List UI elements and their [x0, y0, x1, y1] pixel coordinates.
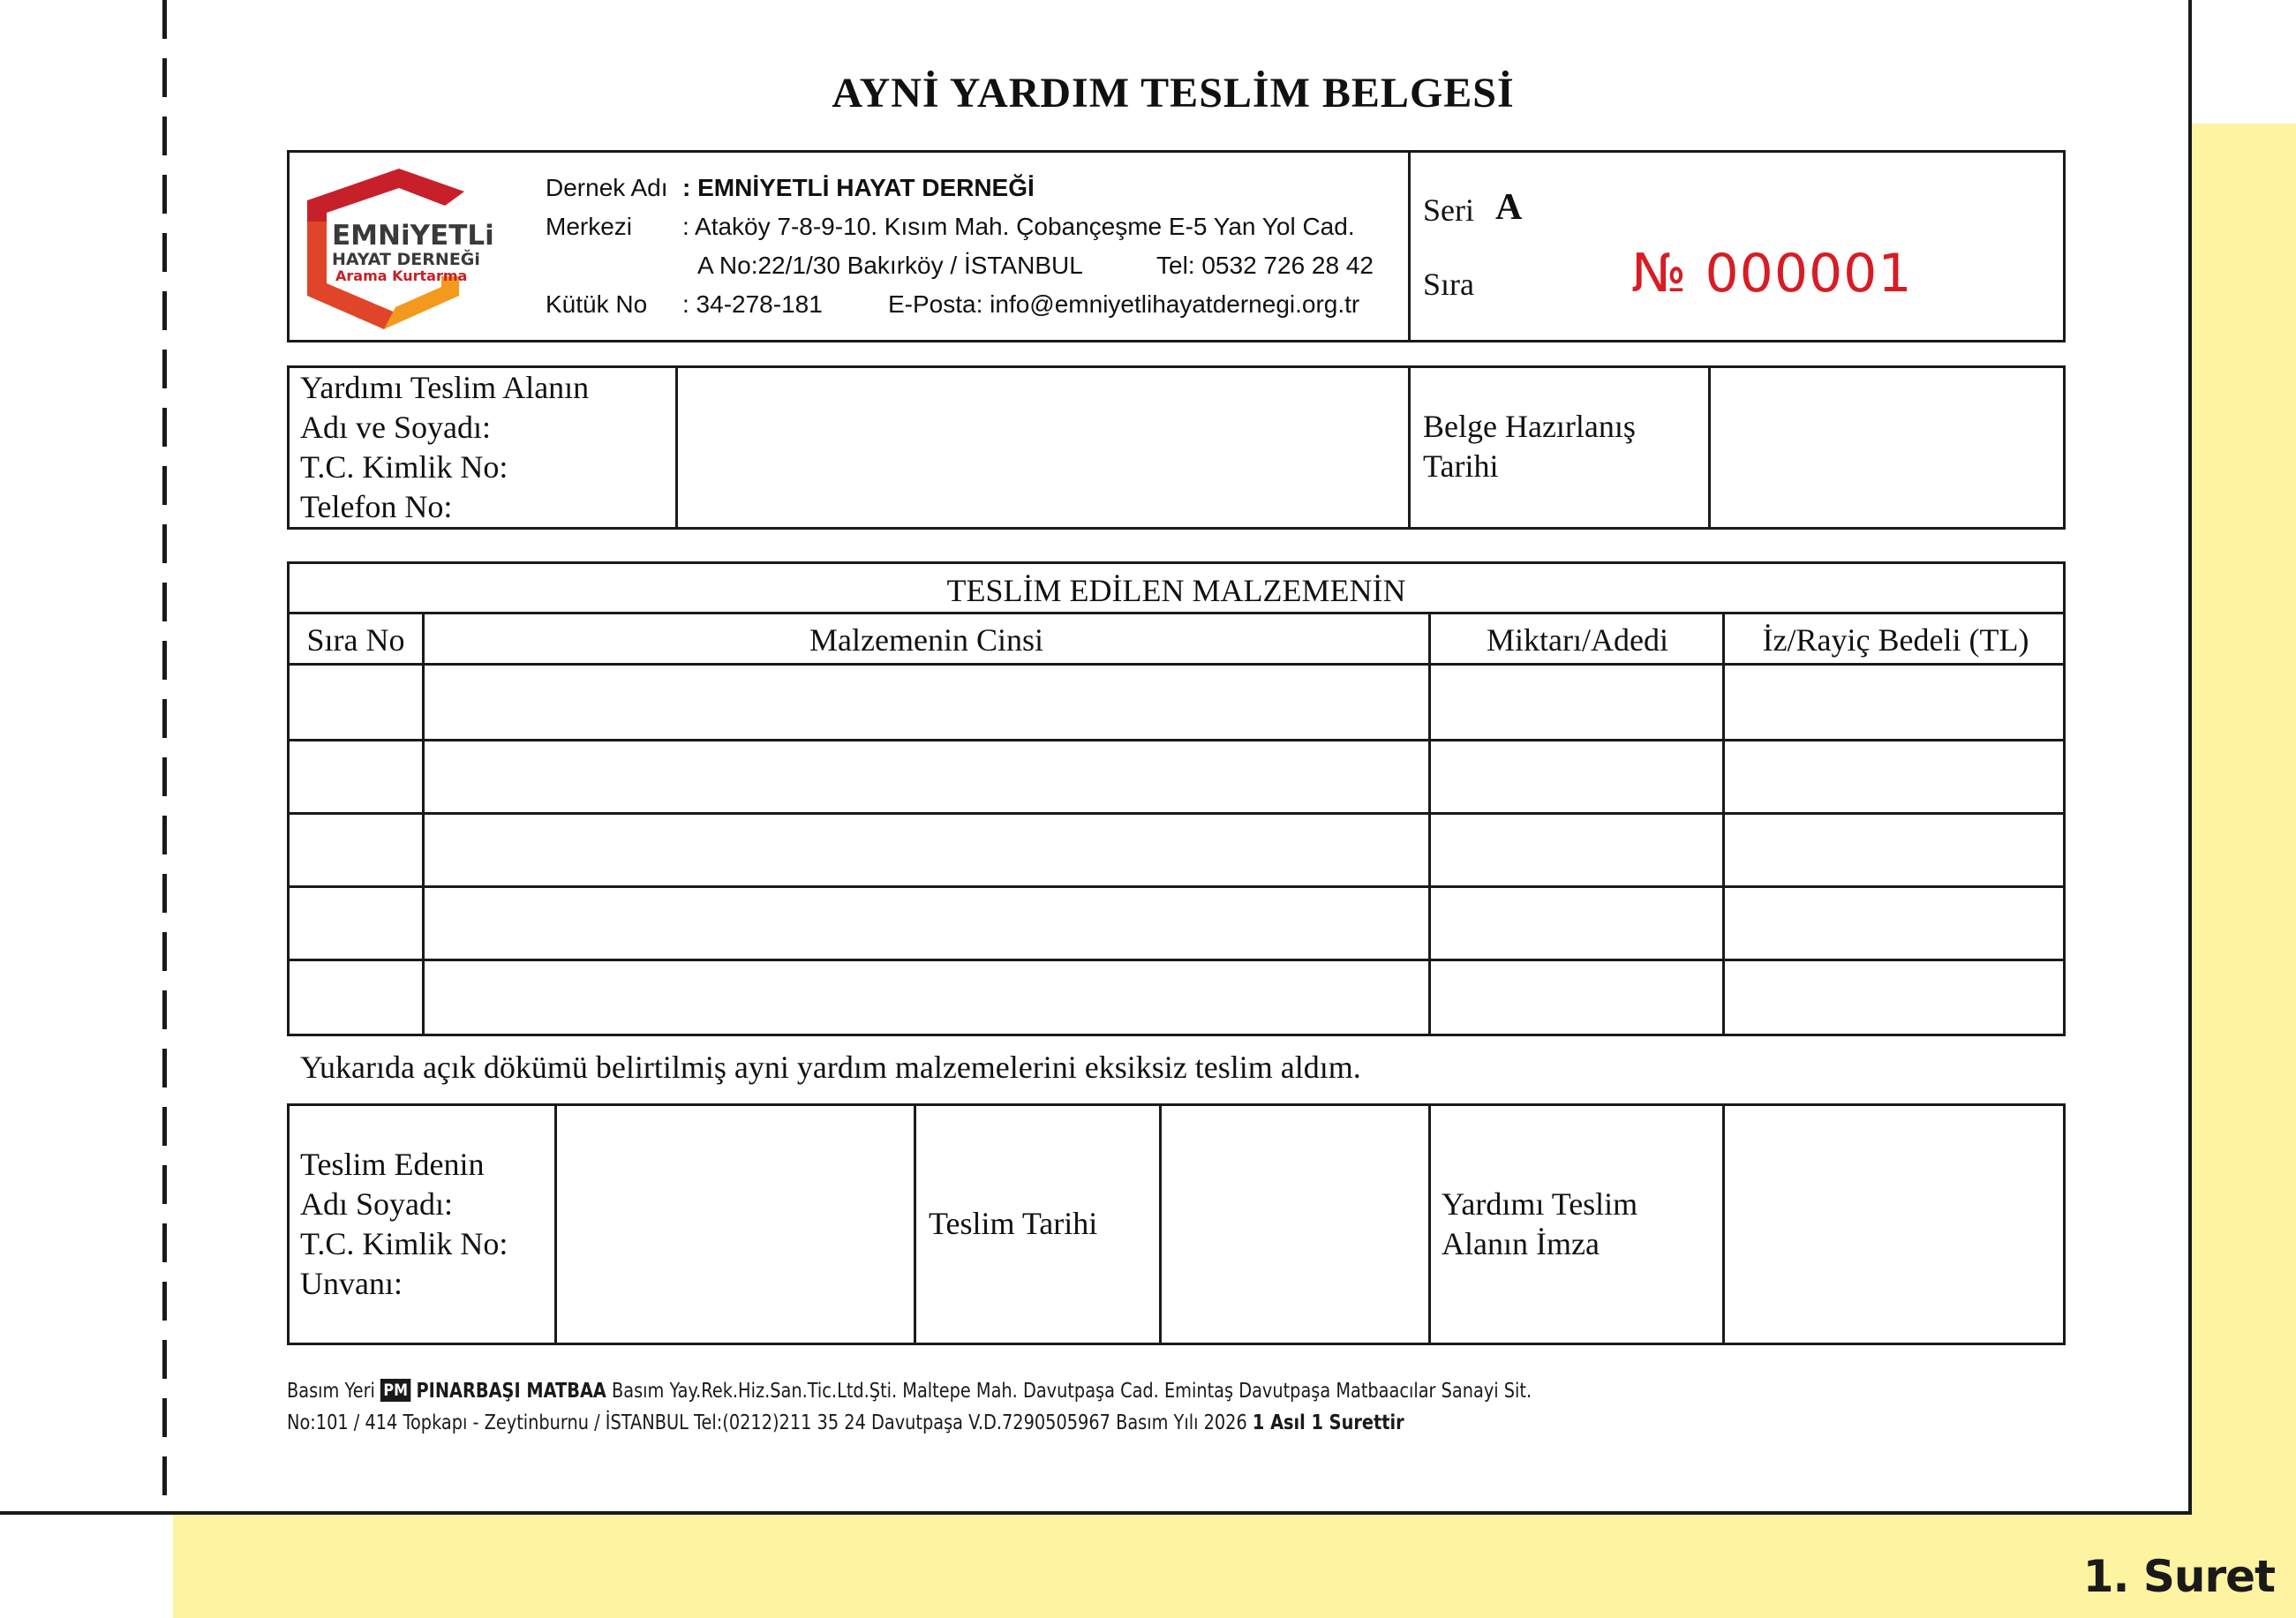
association-logo	[300, 163, 503, 335]
printer-line1: Basım Yay.Rek.Hiz.San.Tic.Ltd.Şti. Maltepe Mah. Davutpaşa Cad. Emintaş Davutpaşa Matbaacılar Sanayi Sit.	[611, 1380, 1532, 1403]
items-table	[287, 561, 2066, 1036]
seri-value: A	[1495, 187, 1523, 228]
delivery-date-label: Teslim Tarihi	[929, 1206, 1098, 1241]
printer-copy-note: 1 Asıl 1 Surettir	[1252, 1411, 1404, 1434]
sign-label-line: Alanın İmza	[1442, 1226, 1600, 1261]
divider	[554, 1106, 557, 1343]
recipient-box	[287, 365, 2066, 530]
perforation-line	[162, 0, 167, 1515]
column-divider	[1722, 614, 1725, 1034]
column-header: Miktarı/Adedi	[1487, 622, 1668, 658]
table-row	[290, 959, 2063, 961]
document-title: AYNİ YARDIM TESLİM BELGESİ	[832, 70, 1515, 117]
signature-box	[287, 1103, 2066, 1345]
printer-place-label: Basım Yeri	[287, 1380, 375, 1403]
association-email: E-Posta: info@emniyetlihayatdernegi.org.tr	[888, 290, 1360, 318]
recipient-line: Telefon No:	[300, 489, 453, 524]
deliverer-line: Adı Soyadı:	[300, 1186, 454, 1222]
divider	[1708, 368, 1711, 527]
deliverer-line: Teslim Edenin	[300, 1147, 485, 1182]
divider	[1722, 1106, 1725, 1343]
recipient-line: Yardımı Teslim Alanın	[300, 370, 590, 405]
association-name-value: : EMNİYETLİ HAYAT DERNEĞİ	[682, 174, 1035, 201]
deliverer-labels	[300, 1145, 508, 1304]
seri-label: Seri	[1423, 192, 1474, 228]
center-label: Merkezi	[546, 213, 633, 240]
column-divider	[422, 614, 425, 1034]
divider	[914, 1106, 916, 1343]
address-line2: A No:22/1/30 Bakırköy / İSTANBUL	[697, 252, 1083, 279]
association-name-label: Dernek Adı	[546, 174, 668, 201]
table-row	[290, 739, 2063, 741]
printer-line2: No:101 / 414 Topkapı - Zeytinburnu / İSTANBUL Tel:(0212)211 35 24 Davutpaşa V.D.7290505967 Basım Yılı 2026	[287, 1411, 1247, 1434]
items-header-row	[290, 614, 2063, 666]
logo-emblem-icon	[300, 163, 503, 335]
preparation-date-label	[1423, 407, 1636, 486]
statement-text: Yukarıda açık dökümü belirtilmiş ayni yardım malzemelerini eksiksiz teslim aldım.	[300, 1050, 1361, 1085]
divider	[675, 368, 678, 527]
divider	[1159, 1106, 1162, 1343]
registry-value: : 34-278-181	[682, 290, 823, 318]
deliverer-line: Unvanı:	[300, 1266, 403, 1301]
column-header: İz/Rayiç Bedeli (TL)	[1762, 622, 2029, 658]
sign-label-line: Yardımı Teslim	[1442, 1186, 1638, 1222]
recipient-line: Adı ve Soyadı:	[300, 410, 491, 445]
logo-line2: HAYAT DERNEĞi	[332, 250, 480, 269]
series-area	[1411, 153, 2064, 340]
logo-line3: Arama Kurtarma	[335, 267, 468, 284]
table-row	[290, 812, 2063, 815]
association-phone: Tel: 0532 726 28 42	[1156, 252, 1374, 279]
date-label-line: Belge Hazırlanış	[1423, 409, 1636, 444]
printer-name: PINARBAŞI MATBAA	[416, 1380, 606, 1403]
printer-logo-icon: PM	[380, 1379, 410, 1402]
logo-line1: EMNiYETLi	[332, 220, 494, 252]
date-label-line: Tarihi	[1423, 448, 1499, 484]
recipient-line: T.C. Kimlik No:	[300, 449, 508, 485]
divider	[1428, 1106, 1431, 1343]
serial-number: № 000001	[1631, 243, 1913, 305]
table-row	[290, 885, 2063, 888]
divider	[1408, 368, 1411, 527]
registry-label: Kütük No	[546, 290, 648, 318]
sira-label: Sıra	[1423, 267, 1474, 302]
column-header: Malzemenin Cinsi	[809, 622, 1043, 658]
header-box	[287, 150, 2066, 342]
printer-info	[287, 1375, 1532, 1439]
address-line1: : Ataköy 7-8-9-10. Kısım Mah. Çobançeşme E-5 Yan Yol Cad.	[682, 213, 1355, 240]
items-caption: TESLİM EDİLEN MALZEMENİN	[290, 564, 2063, 614]
column-divider	[1428, 614, 1431, 1034]
column-header: Sıra No	[306, 622, 405, 658]
recipient-signature-label	[1442, 1185, 1637, 1264]
deliverer-line: T.C. Kimlik No:	[300, 1226, 508, 1261]
recipient-labels	[300, 368, 589, 527]
copy-label: 1. Suret	[2082, 1551, 2275, 1602]
